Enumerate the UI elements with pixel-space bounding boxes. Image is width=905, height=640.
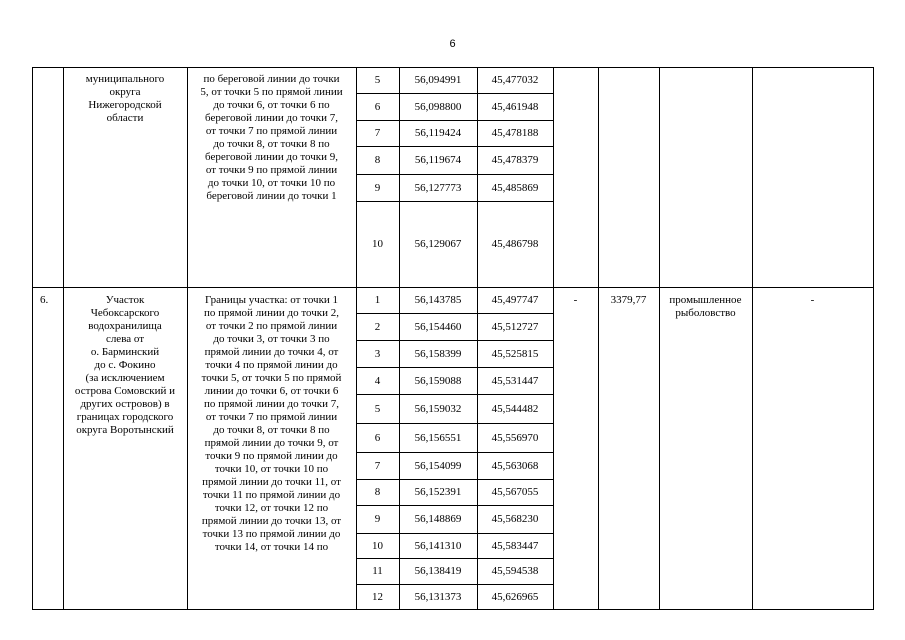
section_top-col-8 (659, 67, 753, 288)
boundary-description-line: до точки 10, от точки 10 по (207, 177, 336, 189)
area-name-line: острова Сомовский и (74, 385, 176, 397)
point-number: 2 (374, 320, 381, 333)
boundary-description-line: прямой линии до точки 9, от (204, 437, 339, 449)
area-name-line: (за исключением (85, 372, 165, 384)
point-longitude: 45,563068 (491, 459, 539, 472)
point-latitude: 56,159088 (414, 374, 462, 387)
point-longitude: 45,583447 (491, 539, 539, 552)
area-name-line: других островов) в (80, 398, 170, 410)
area-name-line: округа (109, 86, 141, 98)
point-number: 12 (372, 590, 383, 603)
boundary-description-line: до точки 8, от точки 8 по (213, 424, 330, 436)
point-number: 8 (374, 154, 381, 166)
point-longitude: 45,556970 (491, 431, 539, 444)
boundary-description-line: точки 10, от точки 10 по (214, 463, 329, 475)
point-number: 3 (374, 347, 381, 360)
point-latitude: 56,119674 (414, 154, 462, 166)
area-value: 3379,77 (610, 294, 647, 306)
section_top-col-0 (32, 67, 64, 288)
point-longitude: 45,525815 (491, 347, 539, 360)
boundary-description-line: точки 14, от точки 14 по (214, 541, 329, 553)
point-number: 10 (372, 539, 383, 552)
boundary-description-line: береговой линии до точки 1 (206, 190, 337, 202)
point-latitude: 56,143785 (414, 294, 462, 306)
point-number: 9 (374, 513, 381, 525)
boundary-description-line: точки 12, от точки 12 по (214, 502, 329, 514)
point-longitude: 45,485869 (491, 181, 539, 194)
point-latitude: 56,154099 (414, 459, 462, 472)
boundary-description-line: береговой линии до точки 9, (205, 151, 338, 163)
boundary-description-line: от точки 7 по прямой линии (205, 125, 338, 137)
point-latitude: 56,156551 (414, 431, 462, 444)
point-latitude: 56,158399 (414, 347, 462, 360)
row-number: 6. (40, 294, 49, 306)
point-longitude: 45,478379 (491, 154, 539, 166)
boundary-description-line: точки 5, от точки 5 по прямой (201, 372, 342, 384)
point-latitude: 56,159032 (414, 402, 462, 415)
boundary-description-line: точки 9 по прямой линии до (205, 450, 338, 462)
point-longitude: 45,544482 (491, 402, 539, 415)
area-name-line: области (106, 112, 144, 124)
purpose-line: промышленное (669, 294, 742, 306)
boundary-description-line: линии до точки 6, от точки 6 (204, 385, 339, 397)
boundary-description-line: 5, от точки 5 по прямой линии (200, 86, 343, 98)
point-latitude: 56,154460 (414, 320, 462, 333)
point-number: 8 (374, 486, 381, 498)
boundary-description-line: до точки 8, от точки 8 по (213, 138, 330, 150)
point-latitude: 56,094991 (414, 74, 462, 86)
boundary-description-line: по прямой линии до точки 7, (204, 398, 339, 410)
section_top-col-6 (553, 67, 599, 288)
point-latitude: 56,148869 (414, 513, 462, 525)
section_six-col-0 (32, 287, 64, 610)
boundary-description-line: до точки 6, от точки 6 по (213, 99, 330, 111)
boundary-description-line: береговой линии до точки 7, (205, 112, 338, 124)
boundary-description-line: от точки 2 по прямой линии (205, 320, 338, 332)
point-longitude: 45,594538 (491, 565, 539, 577)
boundary-description-line: точки 13 по прямой линии до (202, 528, 341, 540)
point-number: 5 (374, 402, 381, 415)
point-latitude: 56,127773 (414, 181, 462, 194)
boundary-description-line: прямой линии до точки 11, от (202, 476, 341, 488)
point-longitude: 45,461948 (491, 100, 539, 113)
point-latitude: 56,141310 (414, 539, 462, 552)
boundary-description-line: от точки 7 по прямой линии (205, 411, 338, 423)
section_six-col-6 (553, 287, 599, 610)
section_top-col-7 (598, 67, 660, 288)
area-name-line: о. Барминский (90, 346, 160, 358)
point-number: 9 (374, 181, 381, 194)
boundary-description-line: до точки 3, от точки 3 по (213, 333, 330, 345)
point-latitude: 56,152391 (414, 486, 462, 498)
section_top-col-9 (752, 67, 874, 288)
point-longitude: 45,497747 (491, 294, 539, 306)
area-name-line: округа Воротынский (76, 424, 174, 436)
point-latitude: 56,138419 (414, 565, 462, 577)
boundary-description-line: по прямой линии до точки 2, (204, 307, 339, 319)
point-latitude: 56,119424 (414, 127, 462, 139)
point-number: 5 (374, 74, 381, 86)
area-name-line: водохранилища (88, 320, 162, 332)
area-name-line: границах городского (76, 411, 174, 423)
purpose-line: рыболовство (675, 307, 736, 319)
area-name-line: Чебоксарского (90, 307, 160, 319)
area-name-line: Нижегородской (88, 99, 162, 111)
point-number: 7 (374, 127, 381, 139)
section_six-col-9 (752, 287, 874, 610)
boundary-description-line: точки 11 по прямой линии до (202, 489, 341, 501)
point-longitude: 45,626965 (491, 590, 539, 603)
area-name-line: Участок (105, 294, 145, 306)
point-number: 6 (374, 431, 381, 444)
boundary-description-line: по береговой линии до точки (203, 73, 340, 85)
point-longitude: 45,478188 (491, 127, 539, 139)
boundary-description-line: Границы участка: от точки 1 (204, 294, 339, 306)
area-name-line: муниципального (85, 73, 165, 85)
point-longitude: 45,512727 (491, 320, 539, 333)
area-name-line: до с. Фокино (94, 359, 156, 371)
point-number: 1 (374, 294, 381, 306)
point-longitude: 45,568230 (491, 513, 539, 525)
boundary-description-line: от точки 9 по прямой линии (205, 164, 338, 176)
point-number: 11 (372, 565, 383, 577)
point-number: 7 (374, 459, 381, 472)
area-name-line: слева от (105, 333, 145, 345)
section_six-col-8 (659, 287, 753, 610)
section_six-col-7 (598, 287, 660, 610)
last-column-dash: - (810, 294, 815, 306)
point-longitude: 45,567055 (491, 486, 539, 498)
boundary-description-line: прямой линии до точки 4, от (204, 346, 339, 358)
point-longitude: 45,477032 (491, 74, 539, 86)
point-longitude: 45,531447 (491, 374, 539, 387)
boundary-description-line: точки 4 по прямой линии до (205, 359, 338, 371)
point-longitude: 45,486798 (491, 238, 539, 250)
point-latitude: 56,129067 (414, 238, 462, 250)
point-number: 4 (374, 374, 381, 387)
boundary-description-line: прямой линии до точки 13, от (201, 515, 342, 527)
point-latitude: 56,131373 (414, 590, 462, 603)
dash-cell: - (573, 294, 578, 306)
point-number: 6 (374, 100, 381, 113)
point-number: 10 (372, 238, 383, 250)
page-number: 6 (449, 38, 456, 50)
point-latitude: 56,098800 (414, 100, 462, 113)
